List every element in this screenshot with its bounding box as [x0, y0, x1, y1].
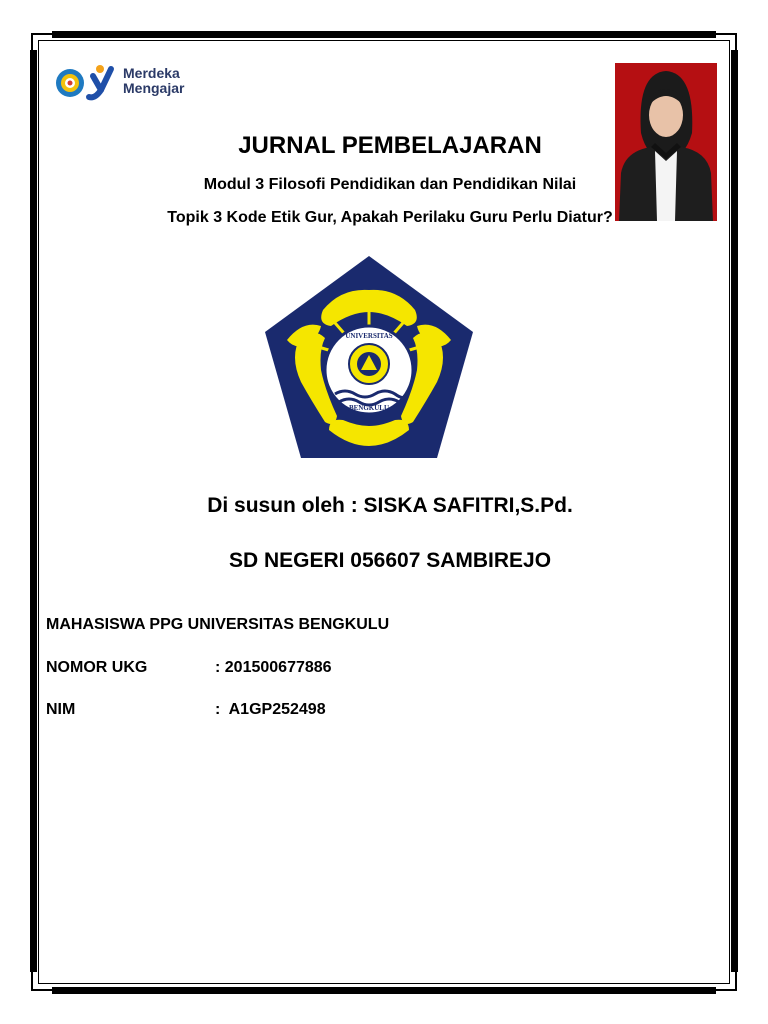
merdeka-mengajar-logo: [55, 63, 195, 103]
school-line: SD NEGERI 056607 SAMBIREJO: [228, 549, 552, 572]
border-bar-left: [30, 50, 37, 972]
logo-text-line2: Mengajar: [123, 80, 185, 96]
university-emblem-logo: [263, 250, 475, 462]
program-label: MAHASISWA PPG UNIVERSITAS BENGKULU: [46, 616, 390, 633]
border-bar-bottom: [52, 987, 716, 994]
logo-text-line1: Merdeka: [123, 65, 180, 81]
ukg-label: NOMOR UKG: [46, 659, 148, 676]
topic-subtitle: Topik 3 Kode Etik Gur, Apakah Perilaku Guru Perlu Diatur?: [167, 209, 613, 226]
border-bar-top: [52, 31, 716, 38]
page-title: JURNAL PEMBELAJARAN: [238, 132, 542, 159]
ukg-value: : 201500677886: [215, 659, 332, 676]
emblem-top-text: UNIVERSITAS: [345, 332, 393, 340]
nim-value: : A1GP252498: [215, 701, 326, 718]
logo-text: [123, 66, 184, 96]
emblem-bottom-text: BENGKULU: [348, 404, 390, 412]
nim-label: NIM: [46, 701, 76, 718]
author-line: Di susun oleh : SISKA SAFITRI,S.Pd.: [207, 494, 573, 517]
kemdikbud-emblem-icon: [55, 63, 117, 103]
module-subtitle: Modul 3 Filosofi Pendidikan dan Pendidikan Nilai: [203, 176, 577, 193]
